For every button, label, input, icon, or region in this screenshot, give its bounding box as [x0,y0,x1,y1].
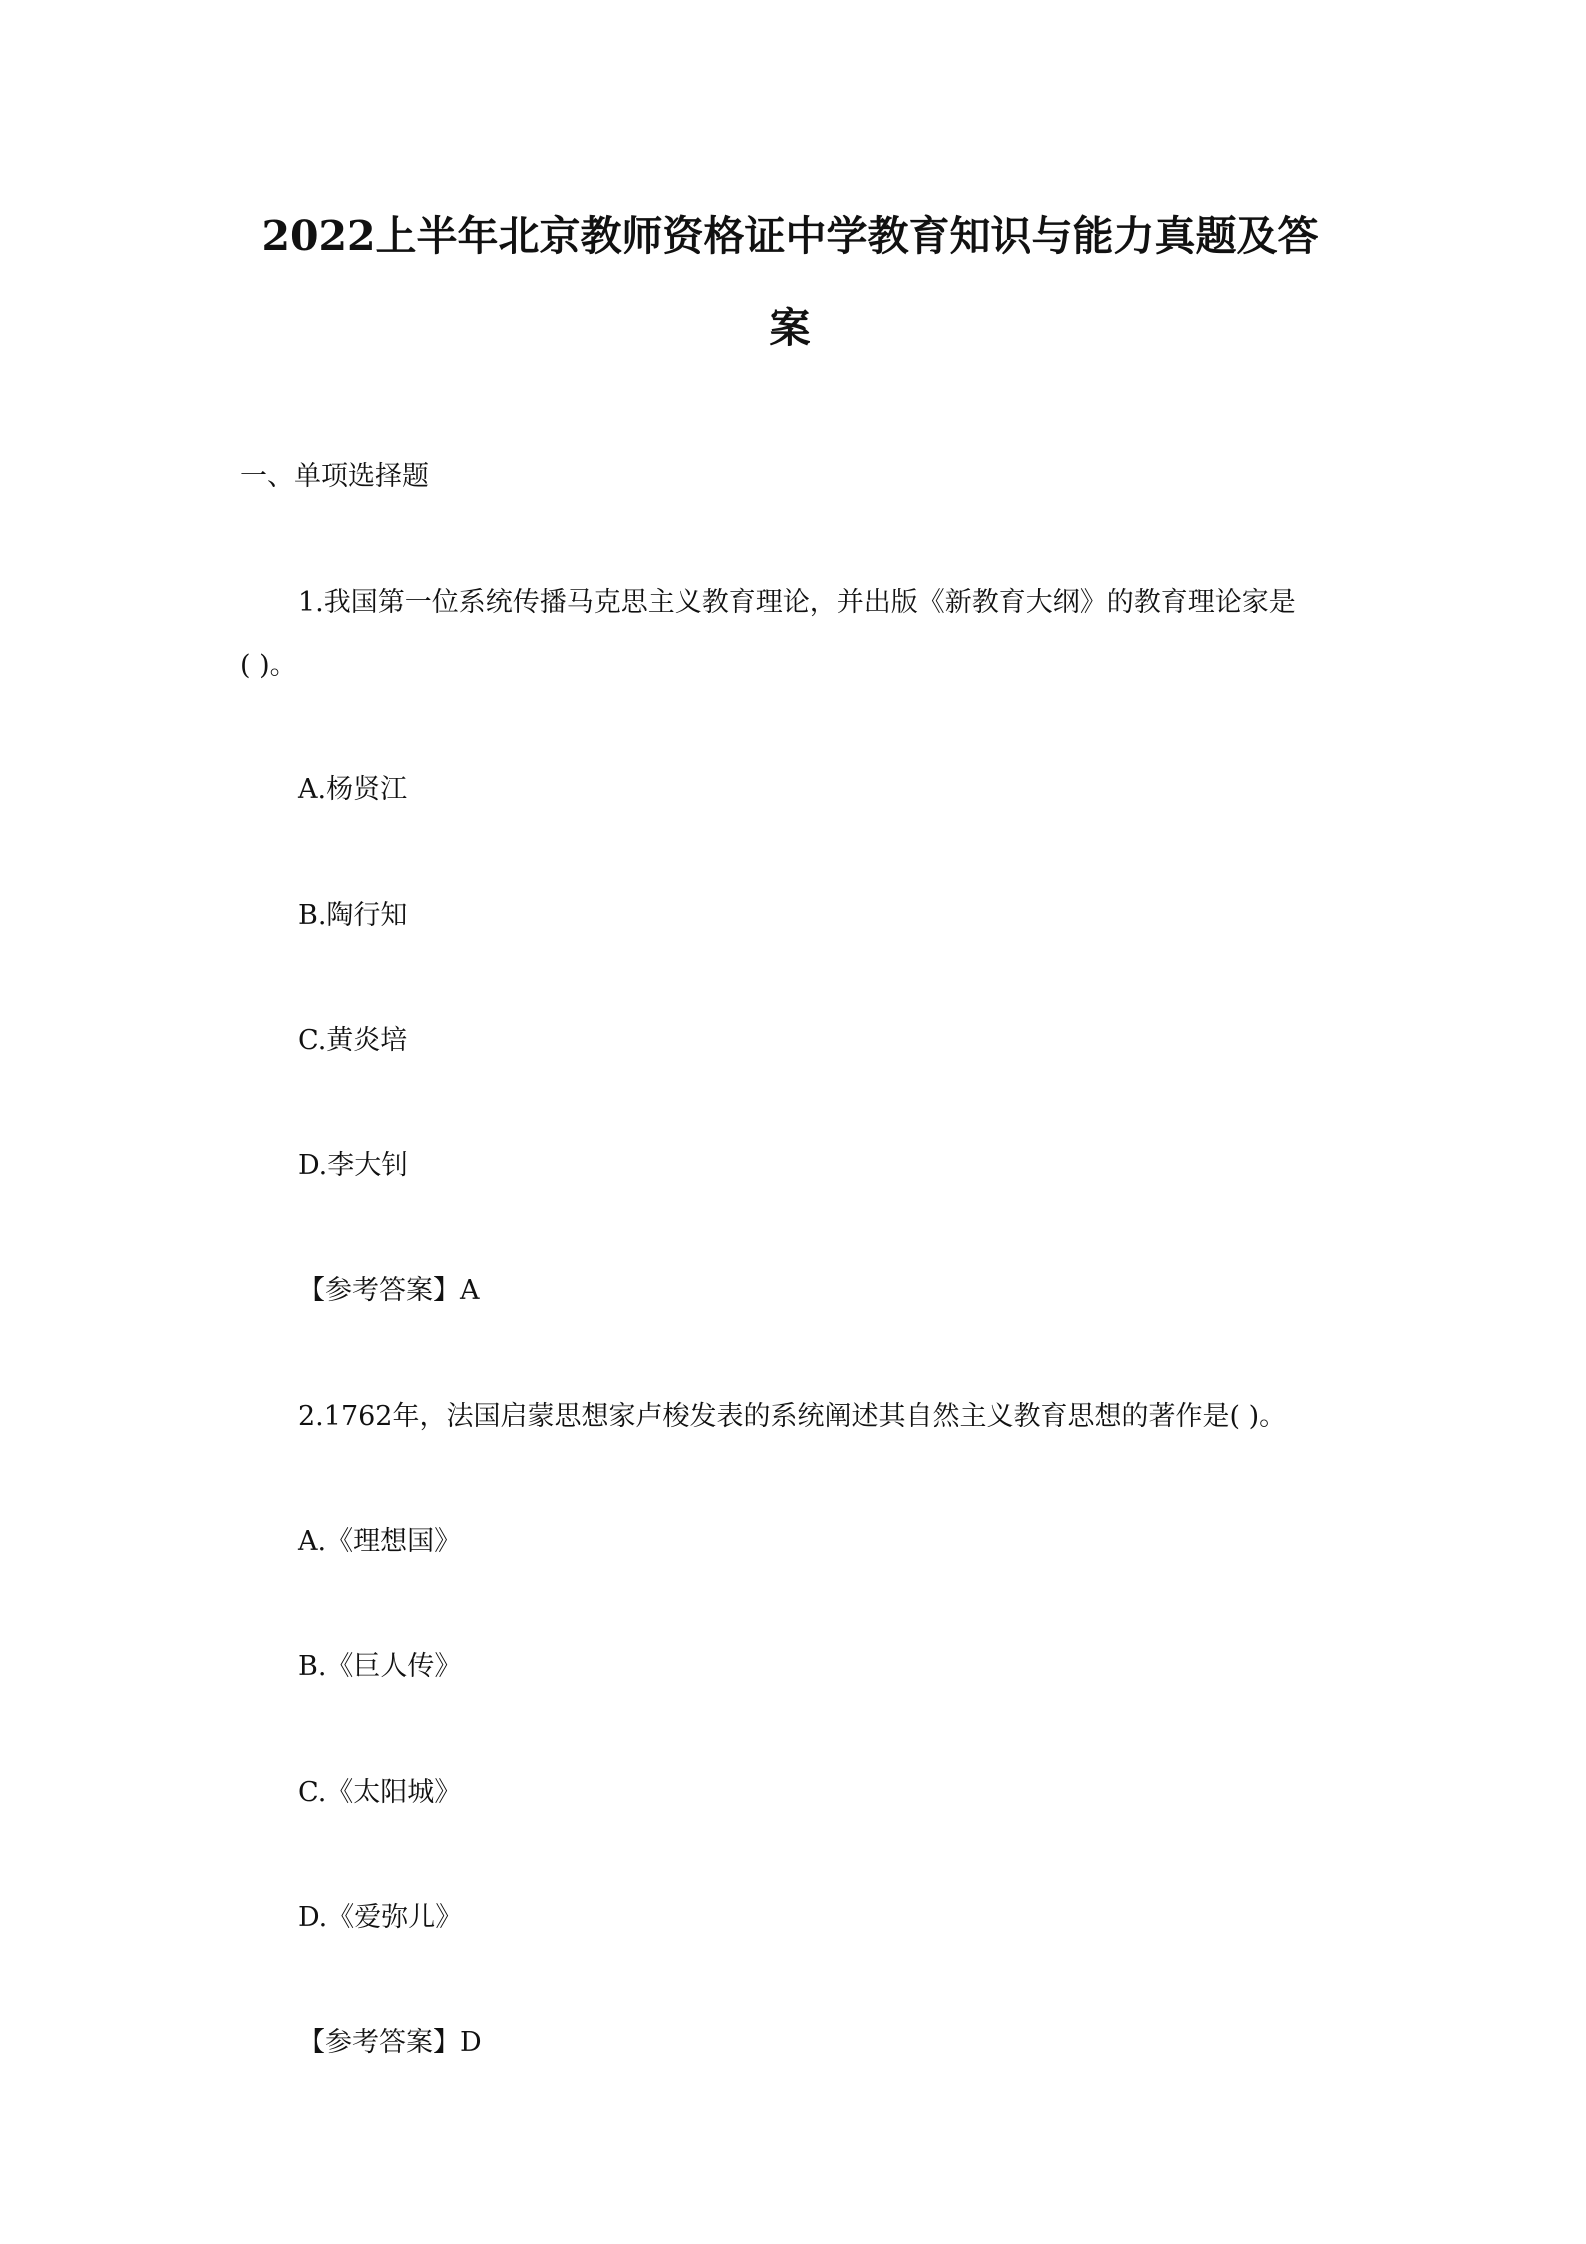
question-2-stem: 2.1762年，法国启蒙思想家卢梭发表的系统阐述其自然主义教育思想的著作是( )。 [298,1401,1287,1432]
question-1-answer: 【参考答案】A [298,1275,480,1306]
question-2-answer: 【参考答案】D [298,2027,482,2058]
question-2-option-b: B.《巨人传》 [298,1651,462,1682]
question-1-option-c: C.黄炎培 [298,1025,408,1056]
section-heading: 一、单项选择题 [240,461,429,492]
document-title [240,190,1340,374]
title-line-2: 案 [769,304,811,352]
question-1-stem-line-2: ( )。 [240,650,297,681]
question-2-option-c: C.《太阳城》 [298,1777,462,1808]
question-1-option-a: A.杨贤江 [298,774,408,805]
title-line-1: 2022上半年北京教师资格证中学教育知识与能力真题及答 [261,212,1319,260]
question-2-option-a: A.《理想国》 [298,1526,462,1557]
question-1-stem-line-1: 1.我国第一位系统传播马克思主义教育理论，并出版《新教育大纲》的教育理论家是 [298,587,1296,618]
question-1-option-d: D.李大钊 [298,1150,409,1181]
question-1-option-b: B.陶行知 [298,900,408,931]
question-2-option-d: D.《爱弥儿》 [298,1902,463,1933]
